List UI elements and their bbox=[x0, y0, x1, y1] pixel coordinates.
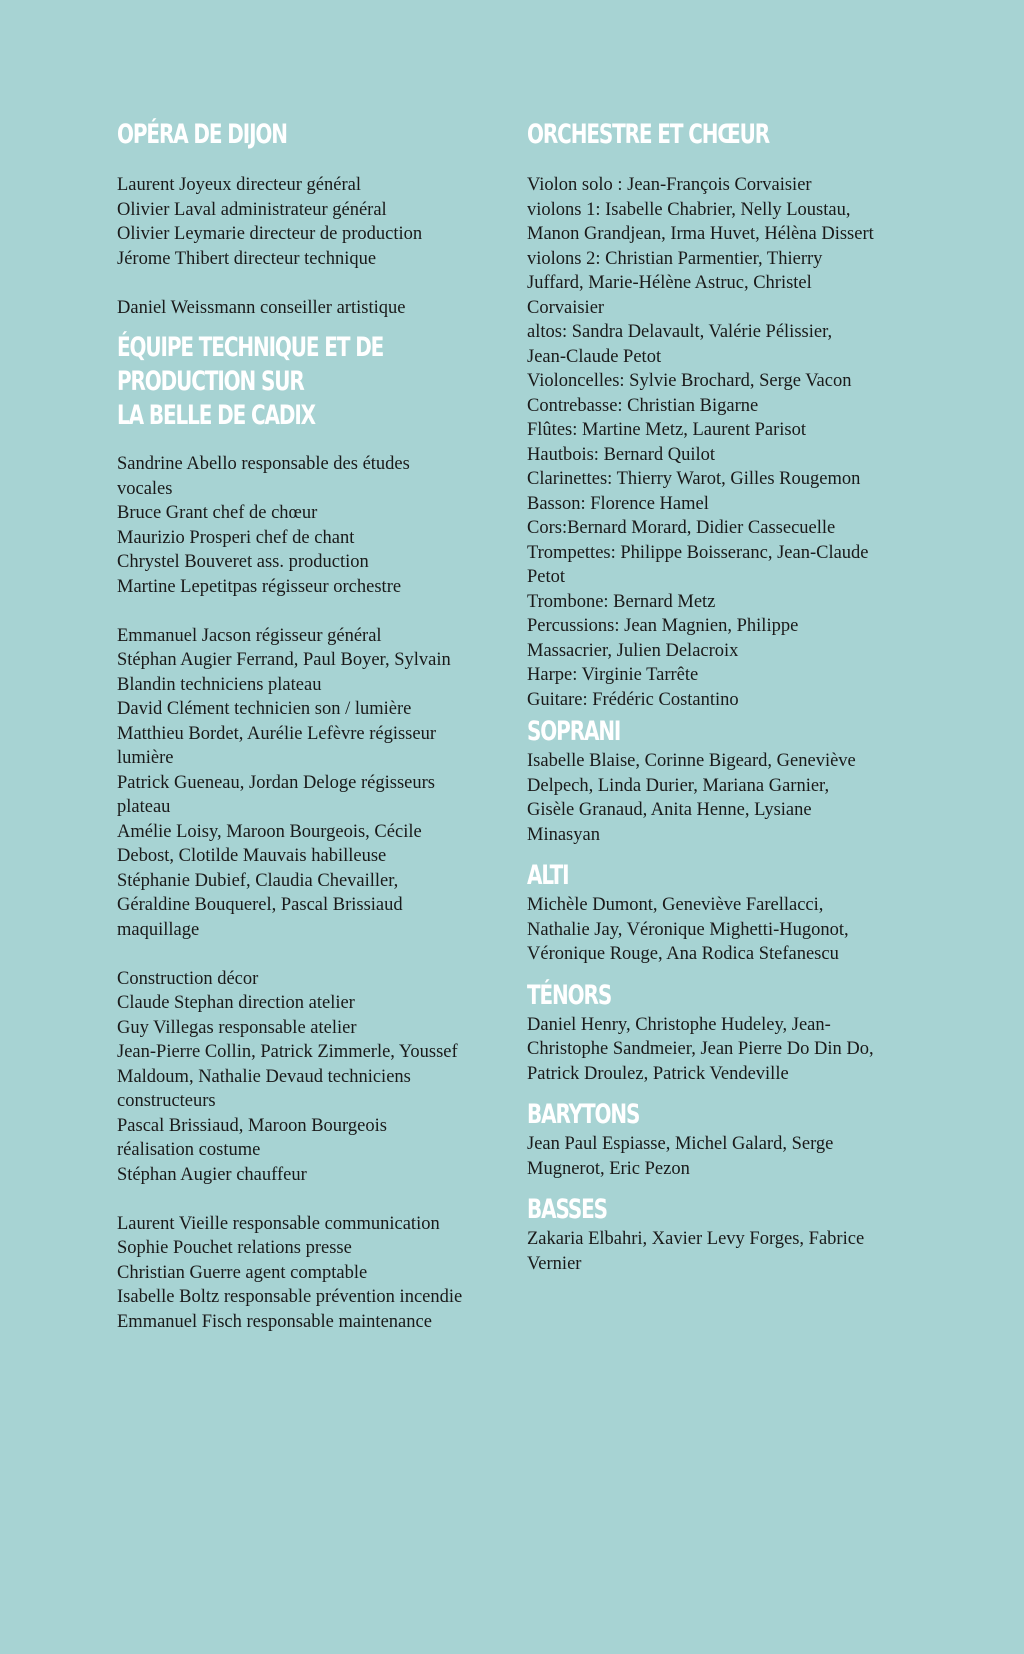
alti-list bbox=[527, 893, 927, 967]
section-title-basses: BASSES bbox=[527, 1194, 607, 1225]
orchestre-list bbox=[527, 173, 927, 712]
blank-line bbox=[117, 942, 497, 967]
credit-line: Flûtes: Martine Metz, Laurent Parisot bbox=[527, 420, 806, 440]
credit-line: Jean-Claude Petot bbox=[527, 346, 662, 367]
credit-line: constructeurs bbox=[117, 1091, 216, 1111]
credit-line: Bruce Grant chef de chœur bbox=[117, 503, 318, 523]
credit-line: violons 1: Isabelle Chabrier, Nelly Loustau, bbox=[527, 199, 851, 220]
credit-line: Chrystel Bouveret ass. production bbox=[117, 552, 369, 572]
credit-line: plateau bbox=[117, 797, 171, 817]
basses-list bbox=[527, 1227, 927, 1276]
credit-line: Vernier bbox=[527, 1253, 582, 1274]
credit-line: lumière bbox=[117, 748, 174, 768]
credit-line: Debost, Clotilde Mauvais habilleuse bbox=[117, 846, 387, 866]
credit-line: Isabelle Boltz responsable prévention incendie bbox=[117, 1287, 463, 1307]
credit-line: Daniel Weissmann conseiller artistique bbox=[117, 297, 406, 318]
left-column bbox=[117, 118, 497, 1334]
credit-line: Emmanuel Fisch responsable maintenance bbox=[117, 1311, 432, 1332]
credit-line: Hautbois: Bernard Quilot bbox=[527, 444, 716, 465]
credit-line: Patrick Droulez, Patrick Vendeville bbox=[527, 1063, 789, 1084]
credit-line: Maldoum, Nathalie Devaud techniciens bbox=[117, 1066, 411, 1087]
credit-line: Matthieu Bordet, Aurélie Lefèvre régisseur bbox=[117, 723, 437, 744]
credit-line: Violon solo : Jean-François Corvaisier bbox=[527, 175, 812, 195]
credit-line: Manon Grandjean, Irma Huvet, Hélèna Dissert bbox=[527, 224, 874, 244]
credit-line: Nathalie Jay, Véronique Mighetti-Hugonot, bbox=[527, 919, 849, 940]
credit-line: violons 2: Christian Parmentier, Thierry bbox=[527, 248, 823, 269]
credit-line: Laurent Joyeux directeur général bbox=[117, 175, 361, 195]
soprani-list bbox=[527, 749, 927, 847]
credit-line: Petot bbox=[527, 567, 566, 587]
credit-line: Percussions: Jean Magnien, Philippe bbox=[527, 616, 799, 636]
blank-line bbox=[117, 271, 497, 296]
section-title-line: ÉQUIPE TECHNIQUE ET DE bbox=[117, 332, 384, 363]
credit-line: David Clément technicien son / lumière bbox=[117, 699, 412, 719]
credit-line: Basson: Florence Hamel bbox=[527, 493, 709, 514]
section-title-soprani: SOPRANI bbox=[527, 716, 621, 747]
credit-line: Guitare: Frédéric Costantino bbox=[527, 689, 739, 710]
credit-line: Laurent Vieille responsable communication bbox=[117, 1213, 440, 1234]
right-column bbox=[527, 118, 927, 1276]
section-title-tenors: TÉNORS bbox=[527, 979, 612, 1011]
credit-line: Véronique Rouge, Ana Rodica Stefanescu bbox=[527, 944, 839, 964]
credit-line: Olivier Leymarie directeur de production bbox=[117, 224, 423, 244]
credit-line: Géraldine Bouquerel, Pascal Brissiaud bbox=[117, 895, 403, 915]
section-title-line: PRODUCTION SUR bbox=[117, 366, 304, 397]
credit-line: Stéphanie Dubief, Claudia Chevailler, bbox=[117, 870, 399, 891]
credit-line: Violoncelles: Sylvie Brochard, Serge Vacon bbox=[527, 371, 852, 391]
opera-staff-list bbox=[117, 173, 497, 320]
barytons-list bbox=[527, 1132, 927, 1181]
credit-line: Corvaisier bbox=[527, 297, 605, 318]
tenors-list bbox=[527, 1013, 927, 1087]
credit-line: Amélie Loisy, Maroon Bourgeois, Cécile bbox=[117, 821, 422, 842]
credit-line: Zakaria Elbahri, Xavier Levy Forges, Fabrice bbox=[527, 1229, 865, 1249]
credit-line: Blandin techniciens plateau bbox=[117, 674, 322, 695]
section-title-orchestre: ORCHESTRE ET CHŒUR bbox=[527, 119, 769, 150]
credit-line: Contrebasse: Christian Bigarne bbox=[527, 395, 759, 416]
credit-line: Sophie Pouchet relations presse bbox=[117, 1238, 352, 1258]
blank-line bbox=[117, 599, 497, 624]
section-title-opera: OPÉRA DE DIJON bbox=[117, 119, 287, 150]
credit-line: Harpe: Virginie Tarrête bbox=[527, 665, 699, 685]
credit-line: Emmanuel Jacson régisseur général bbox=[117, 625, 382, 646]
credit-line: Trombone: Bernard Metz bbox=[527, 591, 716, 612]
credit-line: Trompettes: Philippe Boisseranc, Jean-Claude bbox=[527, 542, 869, 563]
credit-line: maquillage bbox=[117, 919, 200, 940]
section-title-barytons: BARYTONS bbox=[527, 1099, 640, 1130]
credit-line: Minasyan bbox=[527, 824, 600, 845]
blank-line bbox=[117, 1187, 497, 1212]
credit-line: Christophe Sandmeier, Jean Pierre Do Din Do, bbox=[527, 1039, 874, 1059]
credit-line: Daniel Henry, Christophe Hudeley, Jean- bbox=[527, 1014, 831, 1035]
section-title-line: LA BELLE DE CADIX bbox=[117, 400, 315, 431]
credit-line: Michèle Dumont, Geneviève Farellacci, bbox=[527, 895, 824, 915]
credit-line: Guy Villegas responsable atelier bbox=[117, 1017, 357, 1038]
credit-line: réalisation costume bbox=[117, 1140, 261, 1160]
credit-line: Construction décor bbox=[117, 968, 259, 989]
credit-line: Claude Stephan direction atelier bbox=[117, 993, 355, 1013]
credit-line: Cors:Bernard Morard, Didier Cassecuelle bbox=[527, 518, 836, 538]
credit-line: Jérome Thibert directeur technique bbox=[117, 248, 377, 269]
credit-line: Maurizio Prosperi chef de chant bbox=[117, 527, 355, 548]
credit-line: Mugnerot, Eric Pezon bbox=[527, 1158, 690, 1179]
credit-line: Jean Paul Espiasse, Michel Galard, Serge bbox=[527, 1134, 834, 1154]
section-title-alti: ALTI bbox=[527, 860, 569, 891]
credit-line: Stéphan Augier Ferrand, Paul Boyer, Sylvain bbox=[117, 650, 451, 670]
credit-line: Jean-Pierre Collin, Patrick Zimmerle, Youssef bbox=[117, 1042, 458, 1062]
credit-line: Delpech, Linda Durier, Mariana Garnier, bbox=[527, 775, 830, 796]
credit-line: Pascal Brissiaud, Maroon Bourgeois bbox=[117, 1115, 387, 1136]
credit-line: Clarinettes: Thierry Warot, Gilles Rougemon bbox=[527, 469, 861, 489]
credit-line: Martine Lepetitpas régisseur orchestre bbox=[117, 576, 402, 597]
credit-line: Juffard, Marie-Hélène Astruc, Christel bbox=[527, 273, 812, 293]
credit-line: Olivier Laval administrateur général bbox=[117, 199, 387, 220]
credit-line: Christian Guerre agent comptable bbox=[117, 1262, 368, 1283]
credit-line: Patrick Gueneau, Jordan Deloge régisseurs bbox=[117, 772, 435, 793]
credit-line: altos: Sandra Delavault, Valérie Pélissier, bbox=[527, 322, 833, 342]
credit-line: Stéphan Augier chauffeur bbox=[117, 1164, 307, 1185]
credit-line: Gisèle Granaud, Anita Henne, Lysiane bbox=[527, 800, 812, 820]
credit-line: Sandrine Abello responsable des études bbox=[117, 454, 410, 474]
credit-line: Massacrier, Julien Delacroix bbox=[527, 640, 739, 661]
section-title-equipe bbox=[117, 331, 497, 433]
credit-line: Isabelle Blaise, Corinne Bigeard, Geneviève bbox=[527, 751, 856, 771]
equipe-staff-list bbox=[117, 452, 497, 1334]
credit-line: vocales bbox=[117, 478, 173, 499]
